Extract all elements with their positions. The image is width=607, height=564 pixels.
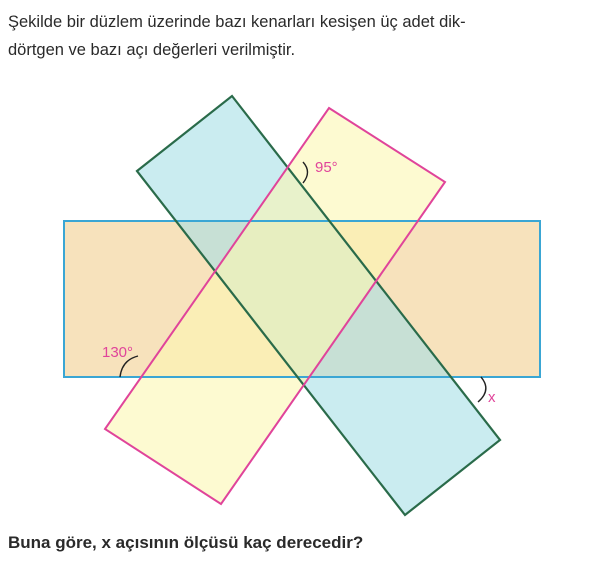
problem-statement — [8, 8, 600, 64]
geometry-figure — [0, 80, 607, 530]
angle-label-x: x — [488, 389, 496, 406]
question-text: Buna göre, x açısının ölçüsü kaç derecedir? — [8, 533, 364, 552]
problem-line-1: Şekilde bir düzlem üzerinde bazı kenarları kesişen üç adet dik- — [8, 13, 466, 31]
angle-label-95: 95° — [315, 159, 338, 176]
problem-line-2: dörtgen ve bazı açı değerleri verilmiştir. — [8, 41, 296, 59]
angle-label-130: 130° — [102, 344, 134, 361]
angle-arc-x — [478, 377, 486, 402]
